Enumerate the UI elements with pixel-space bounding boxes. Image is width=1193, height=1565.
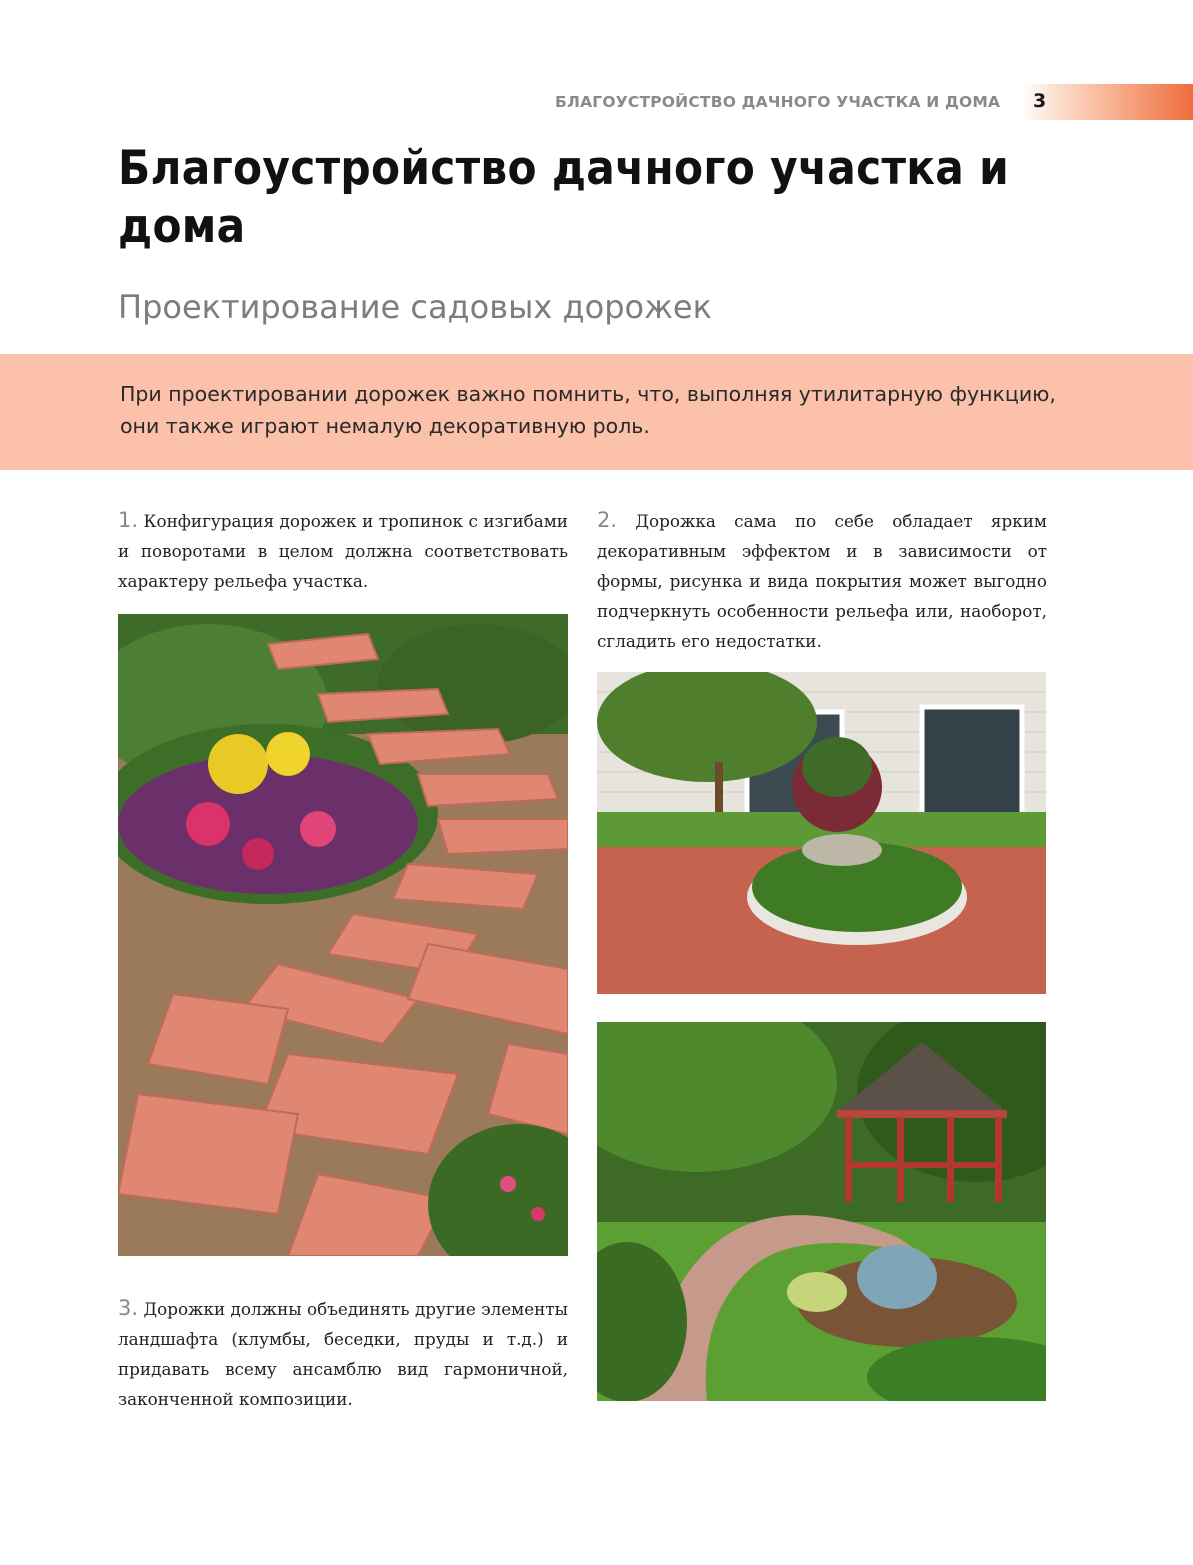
paragraph-text: Дорожки должны объединять другие элементы ландшафта (клумбы, беседки, пруды и т.д.) и придавать всему ансамблю вид гармоничной, законченной композиции. <box>118 1299 568 1409</box>
lead-box <box>0 354 1193 470</box>
photo-stepping-stone-path <box>118 614 568 1256</box>
paragraph-1 <box>118 505 568 596</box>
paragraph-number: 1. <box>118 508 139 532</box>
paragraph-number: 2. <box>597 508 618 532</box>
page-number: 3 <box>1033 90 1047 112</box>
running-title: БЛАГОУСТРОЙСТВО ДАЧНОГО УЧАСТКА И ДОМА <box>555 93 1001 111</box>
photo-brick-patio-house <box>597 672 1046 994</box>
paragraph-2 <box>597 505 1047 656</box>
paragraph-text: Дорожка сама по себе обладает ярким декоративным эффектом и в зависимости от формы, рисунка и вида покрытия может выгодно подчеркнуть особенности рельефа или, наоборот, сгладить его недостатки. <box>597 511 1047 651</box>
paragraph-text: Конфигурация дорожек и тропинок с изгибами и поворотами в целом должна соответствовать характеру рельефа участка. <box>118 511 568 591</box>
photo-gazebo-garden-path <box>597 1022 1046 1401</box>
section-subtitle: Проектирование садовых дорожек <box>118 288 712 326</box>
paragraph-3 <box>118 1293 568 1414</box>
lead-text: При проектировании дорожек важно помнить, что, выполняя утилитарную функцию, они также играют немалую декоративную роль. <box>120 382 1056 438</box>
paragraph-number: 3. <box>118 1296 139 1320</box>
page-title: Благоустройство дачного участка и дома <box>118 141 1010 254</box>
page-number-tab <box>1020 84 1193 120</box>
